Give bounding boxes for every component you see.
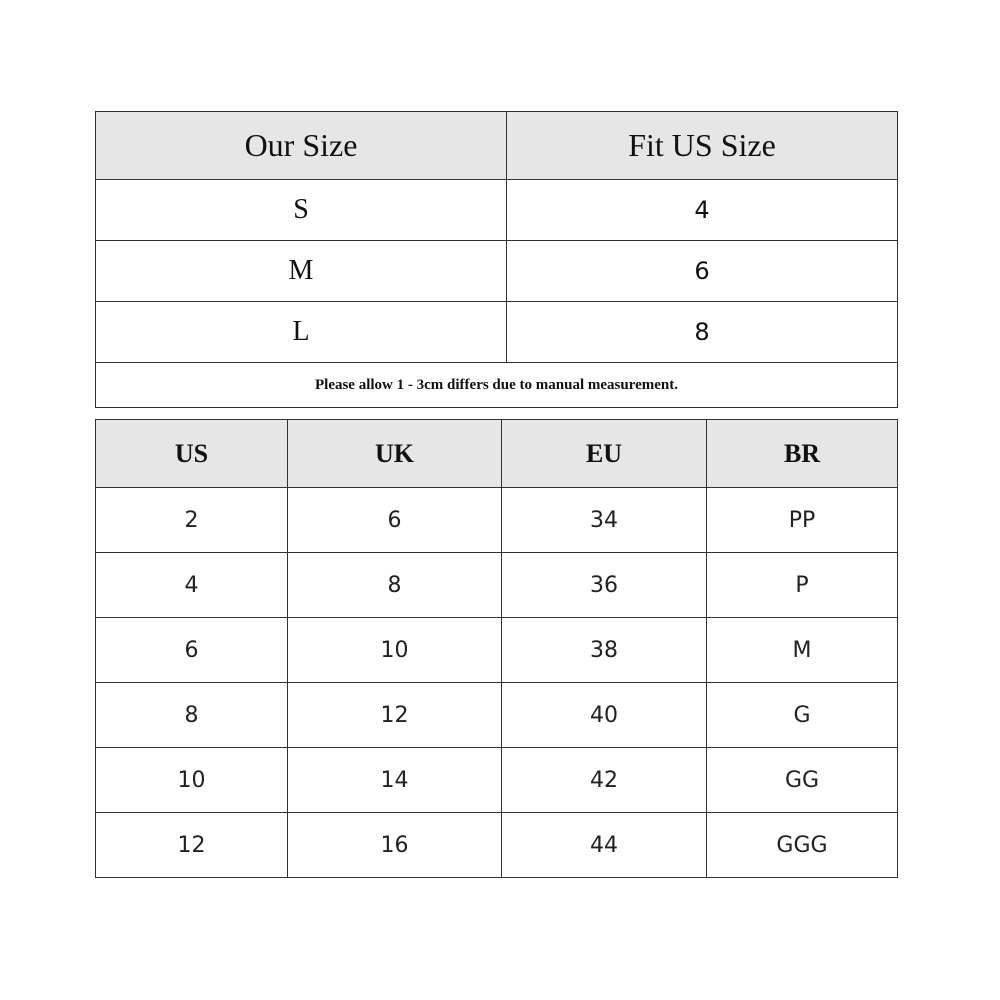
br-cell: M (707, 618, 898, 683)
size-fit-table (95, 111, 898, 408)
eu-cell: 44 (502, 813, 707, 878)
uk-cell: 12 (288, 683, 502, 748)
header-uk: UK (288, 420, 502, 488)
note-row (96, 363, 898, 408)
size-conversion-table (95, 419, 898, 878)
header-us: US (96, 420, 288, 488)
table-row (96, 180, 898, 241)
br-cell: PP (707, 488, 898, 553)
header-br: BR (707, 420, 898, 488)
us-cell: 4 (96, 553, 288, 618)
us-cell: 12 (96, 813, 288, 878)
uk-cell: 6 (288, 488, 502, 553)
us-cell: 2 (96, 488, 288, 553)
uk-cell: 14 (288, 748, 502, 813)
header-our-size: Our Size (96, 112, 507, 180)
our-size-cell: M (96, 241, 507, 302)
table-row (96, 241, 898, 302)
eu-cell: 34 (502, 488, 707, 553)
table-row (96, 302, 898, 363)
uk-cell: 16 (288, 813, 502, 878)
table-row (96, 488, 898, 553)
br-cell: GG (707, 748, 898, 813)
eu-cell: 40 (502, 683, 707, 748)
eu-cell: 36 (502, 553, 707, 618)
table-row (96, 553, 898, 618)
conversion-header-row (96, 420, 898, 488)
eu-cell: 38 (502, 618, 707, 683)
measurement-note: Please allow 1 - 3cm differs due to manual measurement. (96, 363, 898, 408)
table-row (96, 683, 898, 748)
fit-us-size-cell: 6 (507, 241, 898, 302)
us-cell: 8 (96, 683, 288, 748)
uk-cell: 8 (288, 553, 502, 618)
fit-us-size-cell: 4 (507, 180, 898, 241)
uk-cell: 10 (288, 618, 502, 683)
br-cell: P (707, 553, 898, 618)
header-eu: EU (502, 420, 707, 488)
eu-cell: 42 (502, 748, 707, 813)
fit-us-size-cell: 8 (507, 302, 898, 363)
br-cell: G (707, 683, 898, 748)
table-row (96, 813, 898, 878)
header-fit-us-size: Fit US Size (507, 112, 898, 180)
our-size-cell: L (96, 302, 507, 363)
table-row (96, 748, 898, 813)
table-row (96, 618, 898, 683)
our-size-cell: S (96, 180, 507, 241)
us-cell: 6 (96, 618, 288, 683)
size-table-header-row (96, 112, 898, 180)
us-cell: 10 (96, 748, 288, 813)
br-cell: GGG (707, 813, 898, 878)
